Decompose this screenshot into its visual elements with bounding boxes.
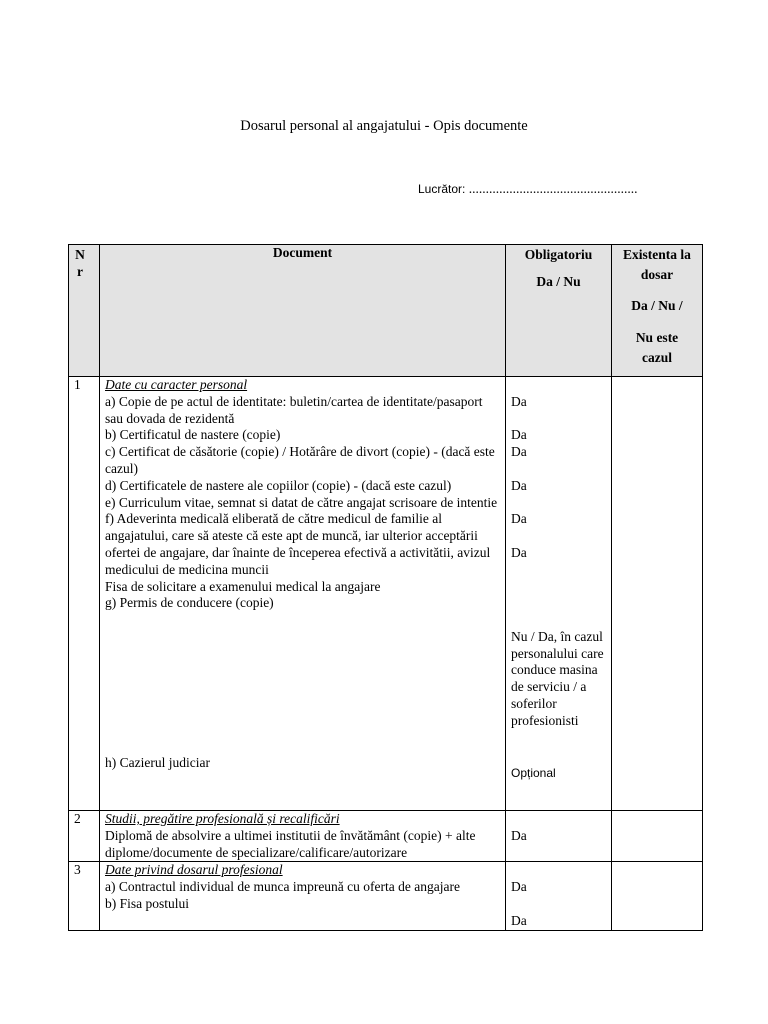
section-3-item-a: a) Contractul individual de munca impreună cu oferta de angajare (105, 879, 460, 895)
section-3-nr: 3 (69, 862, 100, 930)
section-2-existenta (612, 811, 703, 862)
header-existenta-values: Da / Nu / (631, 298, 683, 313)
table-header-row (69, 245, 703, 377)
header-existenta-label: Existenta la dosar (623, 247, 691, 282)
section-3-existenta (612, 862, 703, 930)
header-existenta-extra: Nu este cazul (635, 330, 679, 365)
section-2-item-1: Diplomă de absolvire a ultimei institutii de învătământ (copie) + alte diplome/documente de specializare/calificare/autorizare (105, 827, 476, 860)
section-3-documents (100, 862, 506, 930)
documents-table (68, 244, 703, 931)
section-1-title: Date cu caracter personal (105, 377, 248, 392)
section-1-nr: 1 (69, 377, 100, 811)
header-existenta (612, 245, 703, 377)
table-row-section-2 (69, 811, 703, 862)
section-1-obl-h: Opțional (511, 765, 556, 780)
section-1-obl-b: Da (511, 427, 527, 443)
table-row-section-1 (69, 377, 703, 811)
table-row-section-3 (69, 862, 703, 930)
header-obligatoriu (506, 245, 612, 377)
section-1-item-d: d) Certificatele de nastere ale copiilor (copie) - (dacă este cazul) (105, 477, 452, 493)
header-document: Document (100, 245, 506, 377)
section-3-title: Date privind dosarul profesional (105, 862, 283, 878)
header-obligatoriu-values: Da / Nu (536, 273, 581, 289)
section-2-obl-1: Da (511, 827, 527, 843)
worker-label: Lucrător: (418, 182, 466, 196)
section-1-obl-a: Da (511, 393, 527, 409)
section-3-obl-a: Da (511, 879, 527, 895)
page-title: Dosarul personal al angajatului - Opis documente (240, 118, 528, 134)
section-3-obligatoriu (506, 862, 612, 930)
header-obligatoriu-label: Obligatoriu (524, 247, 593, 262)
section-1-obligatoriu (506, 377, 612, 811)
section-1-item-f: f) Adeverinta medicală eliberată de către medicul de familie al angajatului, care să ateste că este apt de muncă, iar ulterior acceptării ofertei de angajare, dar înainte de începerea efectivă a activitătii, avizul medicului de medicina muncii (105, 511, 491, 577)
section-1-item-c: c) Certificat de căsătorie (copie) / Hotărâre de divort (copie) - (dacă este cazul) (105, 444, 495, 476)
section-2-nr: 2 (69, 811, 100, 862)
section-1-item-fisa: Fisa de solicitare a examenului medical la angajare (105, 578, 381, 594)
section-1-obl-g: Nu / Da, în cazul personalului care conduce masina de serviciu / a soferilor profesionisti (511, 628, 604, 728)
section-1-obl-f: Da (511, 544, 527, 560)
section-1-existenta (612, 377, 703, 811)
section-1-item-g: g) Permis de conducere (copie) (105, 595, 274, 611)
section-1-obl-c: Da (511, 444, 527, 460)
section-1-item-a: a) Copie de pe actul de identitate: buletin/cartea de identitate/pasaport sau dovada de rezidentă (105, 393, 483, 426)
section-3-obl-b: Da (511, 912, 527, 928)
section-1-obl-d: Da (511, 477, 527, 493)
section-2-title: Studii, pregătire profesională și recalificări (105, 811, 340, 826)
section-1-obl-e: Da (511, 511, 527, 527)
header-nr-label: N r (75, 247, 85, 279)
section-1-item-h: h) Cazierul judiciar (105, 755, 210, 771)
section-1-documents (100, 377, 506, 811)
worker-line (418, 181, 637, 197)
header-nr (69, 245, 100, 377)
worker-dots: .................................................. (468, 181, 638, 196)
section-1-item-e: e) Curriculum vitae, semnat si datat de către angajat scrisoare de intentie (105, 494, 498, 510)
section-2-obligatoriu (506, 811, 612, 862)
section-2-documents (100, 811, 506, 862)
section-1-item-b: b) Certificatul de nastere (copie) (105, 427, 281, 443)
section-3-item-b: b) Fisa postului (105, 895, 190, 911)
